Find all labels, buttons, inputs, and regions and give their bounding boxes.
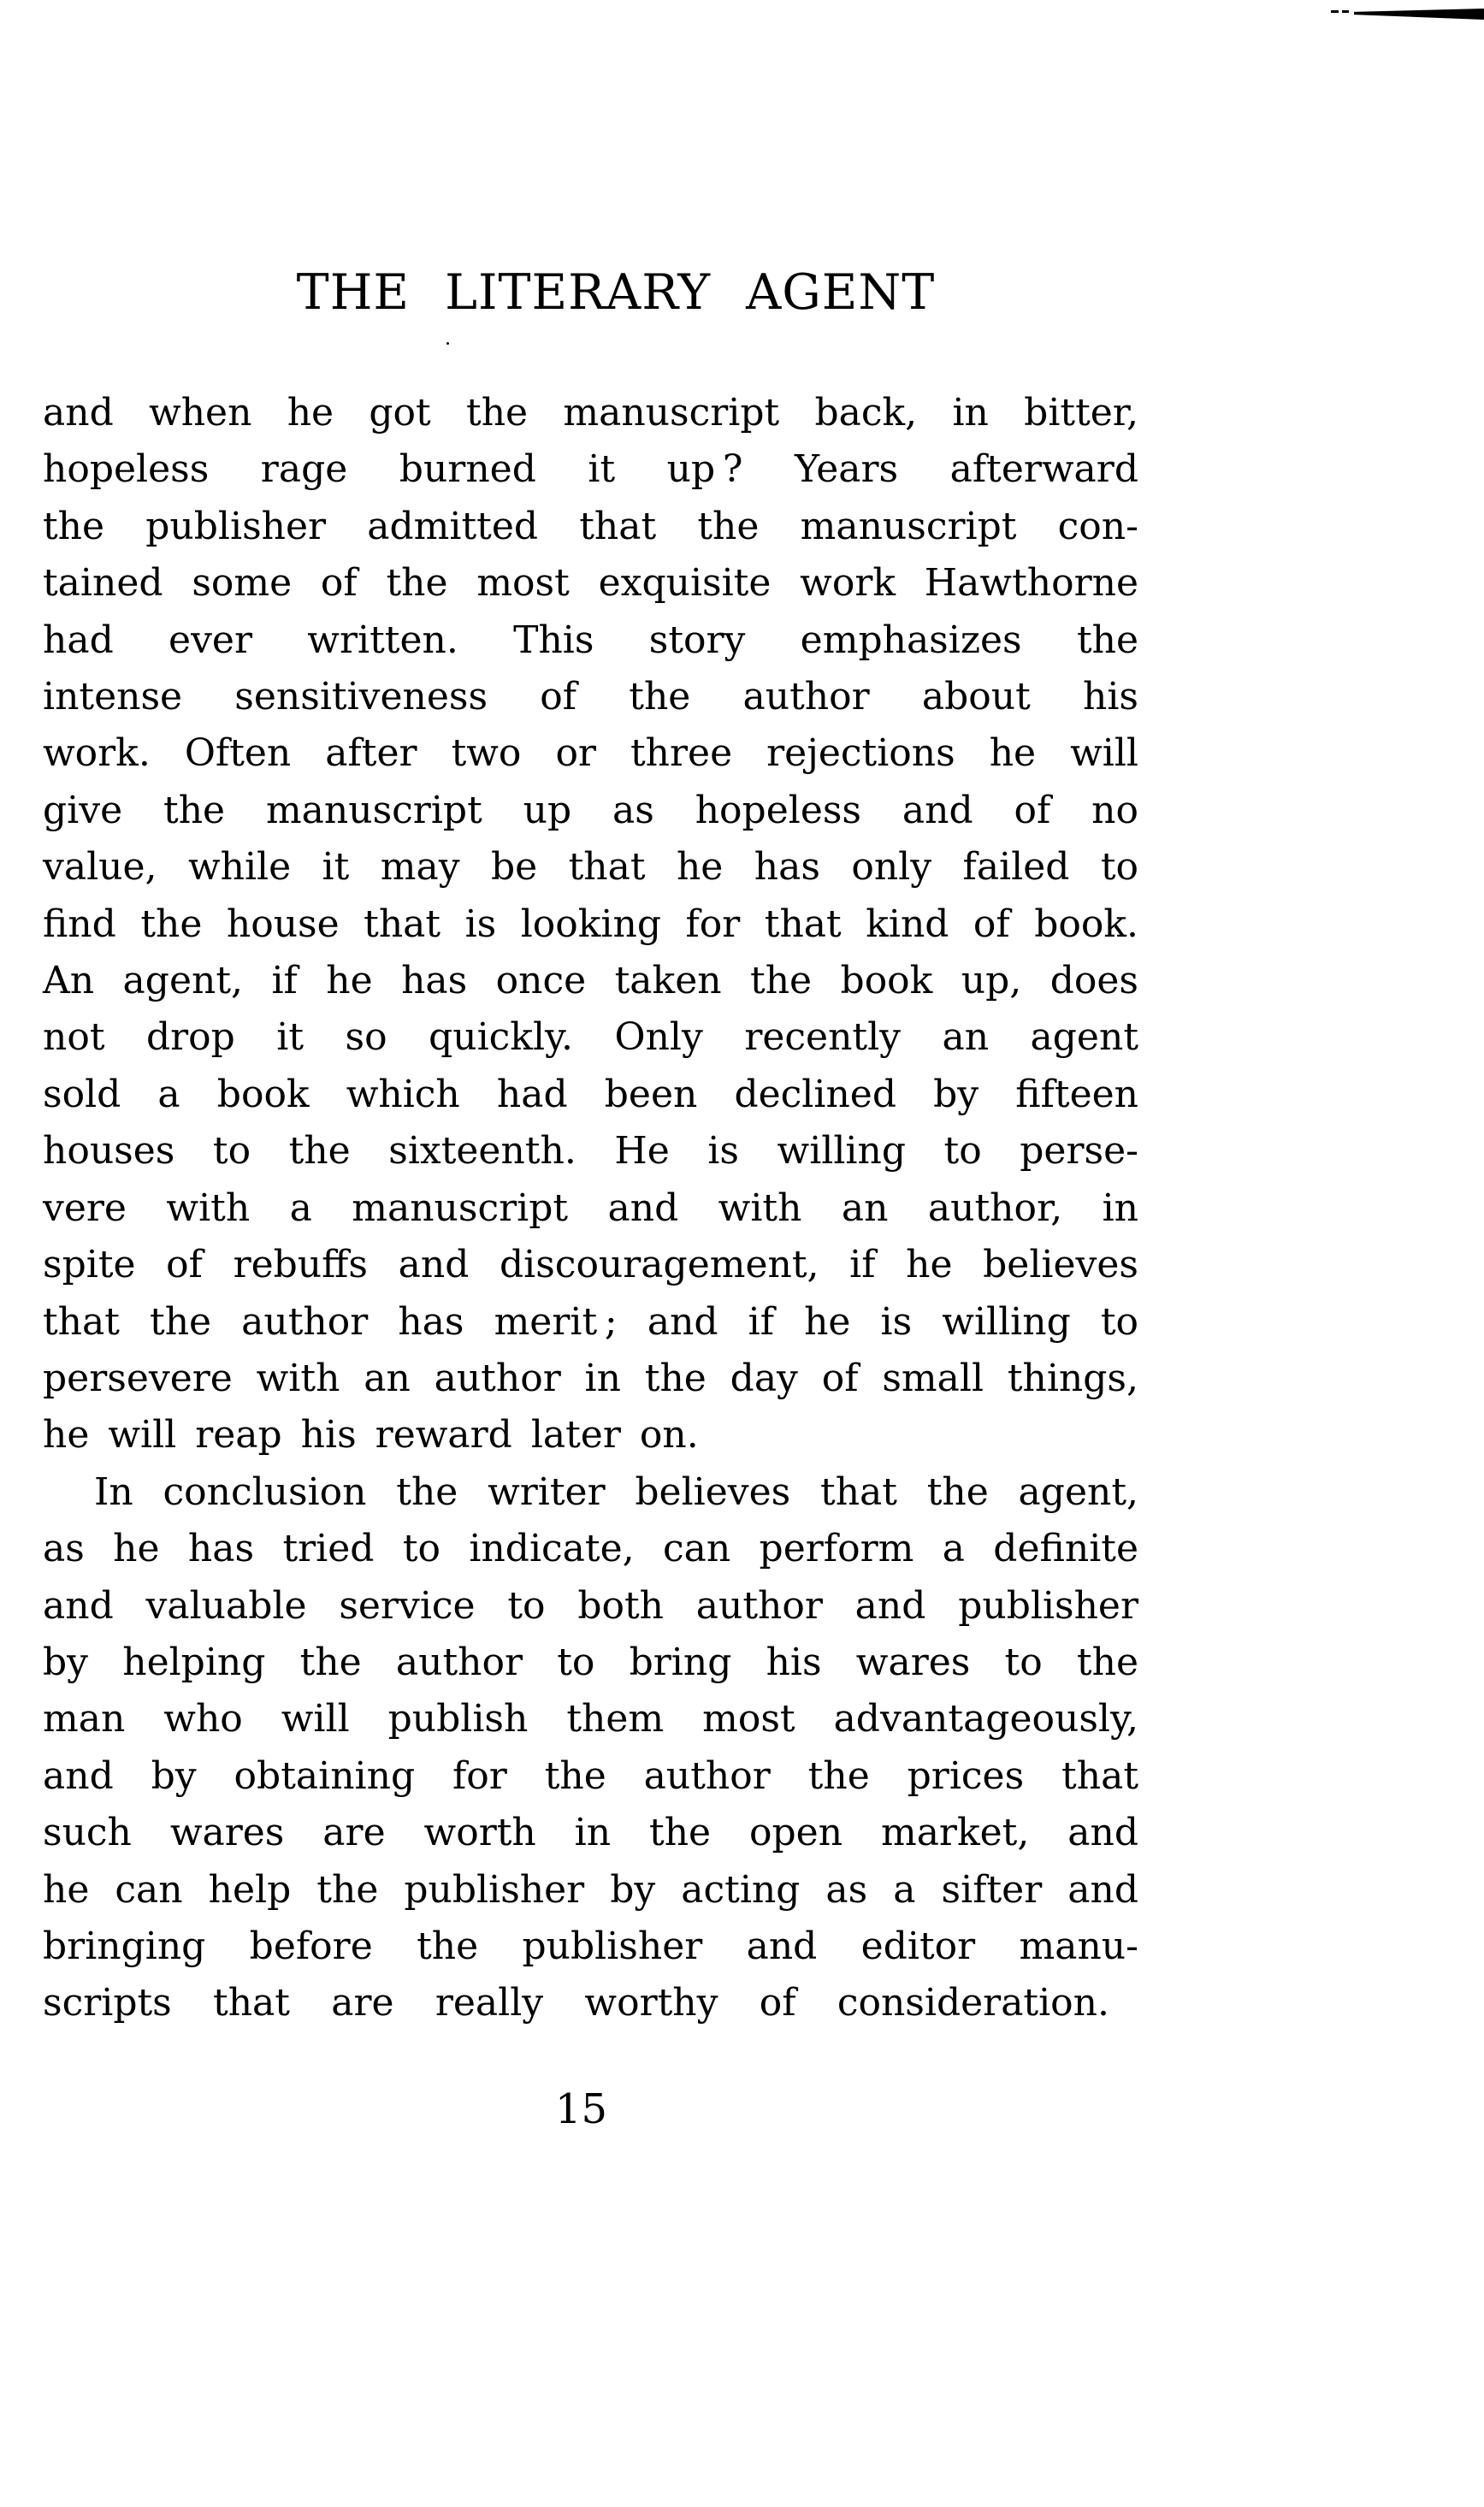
body-text-line: bringing before the publisher and editor manu-	[43, 1924, 1138, 1968]
body-text-line: and when he got the manuscript back, in bitter,	[43, 391, 1138, 435]
body-text-line: spite of rebuffs and discouragement, if he believes	[43, 1243, 1138, 1287]
body-text-line: by helping the author to bring his wares to the	[43, 1640, 1138, 1684]
body-text-line: he will reap his reward later on.	[43, 1413, 699, 1457]
body-text-line: man who will publish them most advantageously,	[43, 1697, 1138, 1741]
body-text	[43, 385, 1138, 2032]
ink-dot-artifact	[446, 342, 449, 345]
body-text-line: tained some of the most exquisite work Hawthorne	[43, 561, 1138, 606]
body-text-line: hopeless rage burned it up ? Years afterward	[43, 447, 1138, 492]
body-text-line: work. Often after two or three rejections he will	[43, 731, 1138, 776]
body-text-line: sold a book which had been declined by fifteen	[43, 1072, 1138, 1116]
body-text-line: find the house that is looking for that kind of book.	[43, 902, 1138, 946]
body-text-line: he can help the publisher by acting as a sifter and	[43, 1867, 1138, 1912]
body-text-line: value, while it may be that he has only failed to	[43, 845, 1138, 890]
running-header: THE LITERARY AGENT	[296, 264, 936, 321]
body-text-line: give the manuscript up as hopeless and of no	[43, 788, 1138, 832]
body-text-line: and by obtaining for the author the prices that	[43, 1753, 1138, 1798]
body-text-line: intense sensitiveness of the author about his	[43, 675, 1138, 719]
body-text-line: In conclusion the writer believes that the agent,	[94, 1469, 1138, 1514]
body-text-line: that the author has merit ; and if he is willing to	[43, 1299, 1138, 1344]
scan-streak-dash-artifact	[1342, 10, 1349, 13]
scan-streak-dash-artifact	[1331, 10, 1339, 13]
body-text-line: persevere with an author in the day of small things,	[43, 1356, 1138, 1400]
body-text-line: vere with a manuscript and with an author, in	[43, 1186, 1138, 1230]
body-text-line: not drop it so quickly. Only recently an agent	[43, 1015, 1138, 1060]
body-text-line: such wares are worth in the open market, and	[43, 1811, 1138, 1855]
body-text-line: scripts that are really worthy of consideration.	[43, 1981, 1109, 2025]
body-text-line: had ever written. This story emphasizes the	[43, 618, 1138, 662]
page-number: 15	[554, 2085, 608, 2133]
body-text-line: the publisher admitted that the manuscript con-	[43, 504, 1138, 548]
body-text-line: An agent, if he has once taken the book up, does	[43, 959, 1138, 1003]
scan-streak-artifact	[1354, 9, 1484, 20]
body-text-line: as he has tried to indicate, can perform a definite	[43, 1527, 1138, 1571]
body-text-line: and valuable service to both author and publisher	[43, 1583, 1138, 1628]
body-text-line: houses to the sixteenth. He is willing to perse-	[43, 1129, 1138, 1174]
